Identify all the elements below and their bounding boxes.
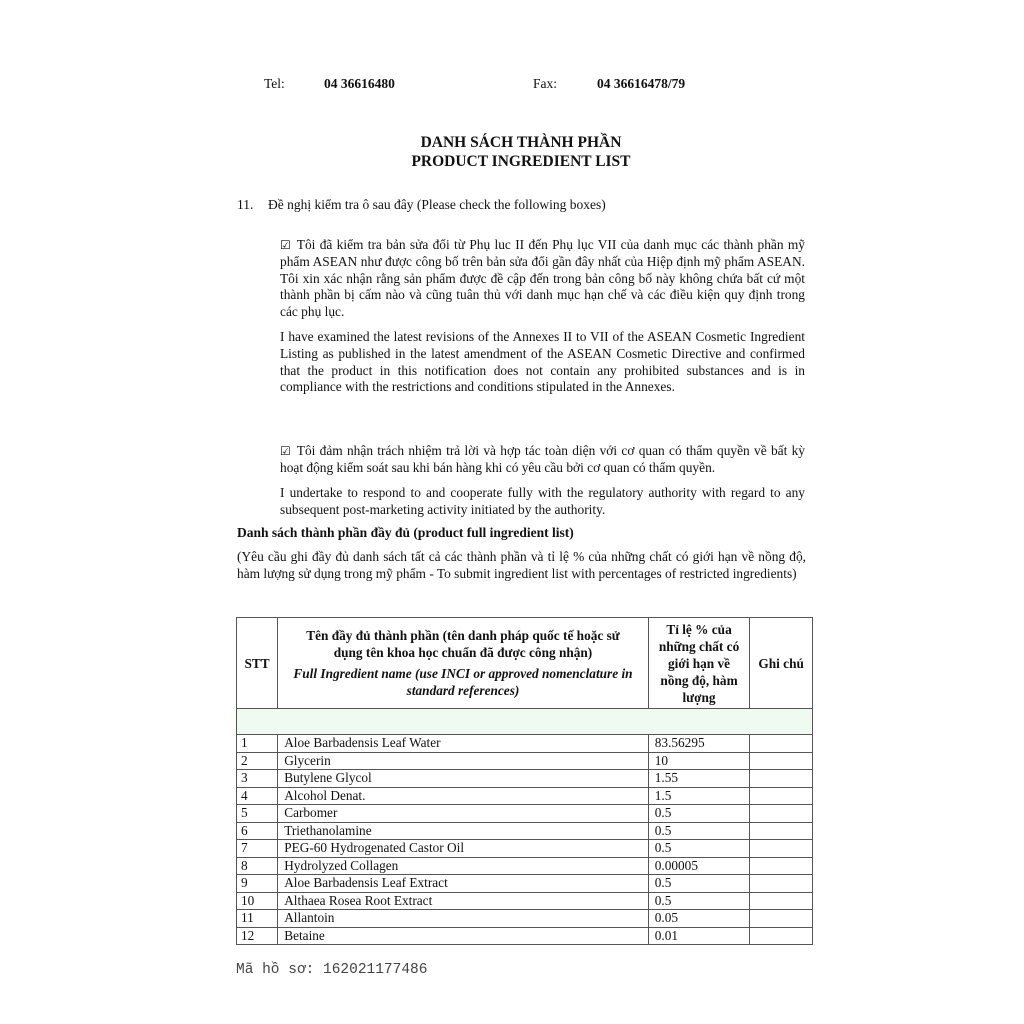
stt-cell: 10 — [237, 892, 278, 910]
note-cell — [750, 927, 813, 945]
percent-cell: 10 — [648, 752, 750, 770]
section-text: Đề nghị kiểm tra ô sau đây (Please check the following boxes) — [268, 197, 606, 212]
note-cell — [750, 875, 813, 893]
table-row — [237, 927, 813, 945]
spacer-cell — [237, 709, 813, 735]
header-name-en: Full Ingredient name (use INCI or approved nomenclature in standard references) — [293, 666, 633, 698]
stt-cell: 2 — [237, 752, 278, 770]
stt-cell: 11 — [237, 910, 278, 928]
ingredient-name-cell: Betaine — [278, 927, 649, 945]
percent-cell: 0.5 — [648, 805, 750, 823]
ingredient-name-cell: PEG-60 Hydrogenated Castor Oil — [278, 840, 649, 858]
tel-value: 04 36616480 — [324, 76, 395, 91]
ingredient-name-cell: Alcohol Denat. — [278, 787, 649, 805]
stt-cell: 1 — [237, 735, 278, 753]
declaration-2-vi — [280, 443, 805, 477]
full-list-heading: Danh sách thành phần đầy đủ (product full ingredient list) — [237, 525, 574, 540]
header-name-vi: Tên đầy đủ thành phần (tên danh pháp quốc tế hoặc sử dụng tên khoa học chuẩn đã được công nhận) — [306, 628, 620, 660]
ingredient-name-cell: Triethanolamine — [278, 822, 649, 840]
file-number: Mã hồ sơ: 162021177486 — [236, 962, 428, 978]
table-row — [237, 857, 813, 875]
table-spacer-row — [237, 709, 813, 735]
declaration-1-en: I have examined the latest revisions of the Annexes II to VII of the ASEAN Cosmetic Ingredient Listing as published in the latest amendment of the ASEAN Cosmetic Directive and confirmed that the product in this notification does not contain any prohibited substances and is in compliance with the restrictions and conditions stipulated in the Annexes. — [280, 329, 805, 395]
stt-cell: 5 — [237, 805, 278, 823]
declaration-1-vi-text: Tôi đã kiểm tra bản sửa đổi từ Phụ luc II đến Phụ lục VII của danh mục các thành phần mỹ phẩm ASEAN như được công bố trên bản sửa đổi gần đây nhất của Hiệp định mỹ phẩm ASEAN. Tôi xin xác nhận rằng sản phẩm được đề cập đến trong bản công bố này không chứa bất cứ một thành phần bị cấm nào và cũng tuân thủ với danh mục hạn chế và các điều kiện quy định trong các phụ lục. — [280, 237, 805, 320]
tel-label: Tel: — [264, 76, 285, 91]
header-percent: Tỉ lệ % của những chất có giới hạn về nồng độ, hàm lượng — [648, 618, 750, 709]
ingredient-name-cell: Butylene Glycol — [278, 770, 649, 788]
table-row — [237, 892, 813, 910]
document-title-en: PRODUCT INGREDIENT LIST — [411, 153, 631, 170]
note-cell — [750, 857, 813, 875]
table-row — [237, 752, 813, 770]
declaration-1-vi — [280, 237, 805, 321]
table-row — [237, 910, 813, 928]
percent-cell: 0.00005 — [648, 857, 750, 875]
stt-cell: 8 — [237, 857, 278, 875]
note-cell — [750, 840, 813, 858]
declaration-2-vi-text: Tôi đảm nhận trách nhiệm trả lời và hợp tác toàn diện với cơ quan có thẩm quyền về bất kỳ hoạt động kiểm soát sau khi bán hàng khi có yêu cầu bởi cơ quan có thẩm quyền. — [280, 443, 805, 475]
full-list-note: (Yêu cầu ghi đầy đủ danh sách tất cả các thành phần và tỉ lệ % của những chất có giới hạn về nồng độ, hàm lượng sử dụng trong mỹ phẩm - To submit ingredient list with percentages of restricted ingredients) — [237, 549, 806, 581]
section-number: 11. — [237, 197, 254, 212]
document-title-vi: DANH SÁCH THÀNH PHẦN — [420, 134, 622, 151]
note-cell — [750, 822, 813, 840]
stt-cell: 12 — [237, 927, 278, 945]
header-stt: STT — [237, 618, 278, 709]
table-row — [237, 840, 813, 858]
header-ingredient-name — [278, 618, 649, 709]
ingredient-name-cell: Carbomer — [278, 805, 649, 823]
note-cell — [750, 910, 813, 928]
table-row — [237, 875, 813, 893]
note-cell — [750, 735, 813, 753]
fax-value: 04 36616478/79 — [597, 76, 686, 91]
table-row — [237, 805, 813, 823]
ingredient-name-cell: Hydrolyzed Collagen — [278, 857, 649, 875]
percent-cell: 0.5 — [648, 822, 750, 840]
note-cell — [750, 805, 813, 823]
percent-cell: 0.5 — [648, 840, 750, 858]
note-cell — [750, 770, 813, 788]
ingredient-name-cell: Glycerin — [278, 752, 649, 770]
table-row — [237, 787, 813, 805]
declaration-2-en: I undertake to respond to and cooperate fully with the regulatory authority with regard to any subsequent post-marketing activity initiated by the authority. — [280, 485, 805, 517]
table-row — [237, 822, 813, 840]
percent-cell: 0.5 — [648, 875, 750, 893]
stt-cell: 7 — [237, 840, 278, 858]
ingredient-name-cell: Allantoin — [278, 910, 649, 928]
table-row — [237, 770, 813, 788]
stt-cell: 4 — [237, 787, 278, 805]
ingredient-table — [236, 617, 813, 945]
percent-cell: 1.5 — [648, 787, 750, 805]
percent-cell: 0.01 — [648, 927, 750, 945]
section-11-heading — [237, 197, 606, 213]
percent-cell: 83.56295 — [648, 735, 750, 753]
stt-cell: 3 — [237, 770, 278, 788]
header-note: Ghi chú — [750, 618, 813, 709]
stt-cell: 9 — [237, 875, 278, 893]
stt-cell: 6 — [237, 822, 278, 840]
percent-cell: 1.55 — [648, 770, 750, 788]
ingredient-name-cell: Aloe Barbadensis Leaf Water — [278, 735, 649, 753]
note-cell — [750, 787, 813, 805]
ingredient-name-cell: Aloe Barbadensis Leaf Extract — [278, 875, 649, 893]
checked-box-icon[interactable]: ☑ — [280, 444, 291, 458]
percent-cell: 0.05 — [648, 910, 750, 928]
percent-cell: 0.5 — [648, 892, 750, 910]
note-cell — [750, 892, 813, 910]
note-cell — [750, 752, 813, 770]
table-header-row — [237, 618, 813, 709]
fax-label: Fax: — [533, 76, 558, 91]
ingredient-name-cell: Althaea Rosea Root Extract — [278, 892, 649, 910]
table-row — [237, 735, 813, 753]
checked-box-icon[interactable]: ☑ — [280, 238, 291, 252]
